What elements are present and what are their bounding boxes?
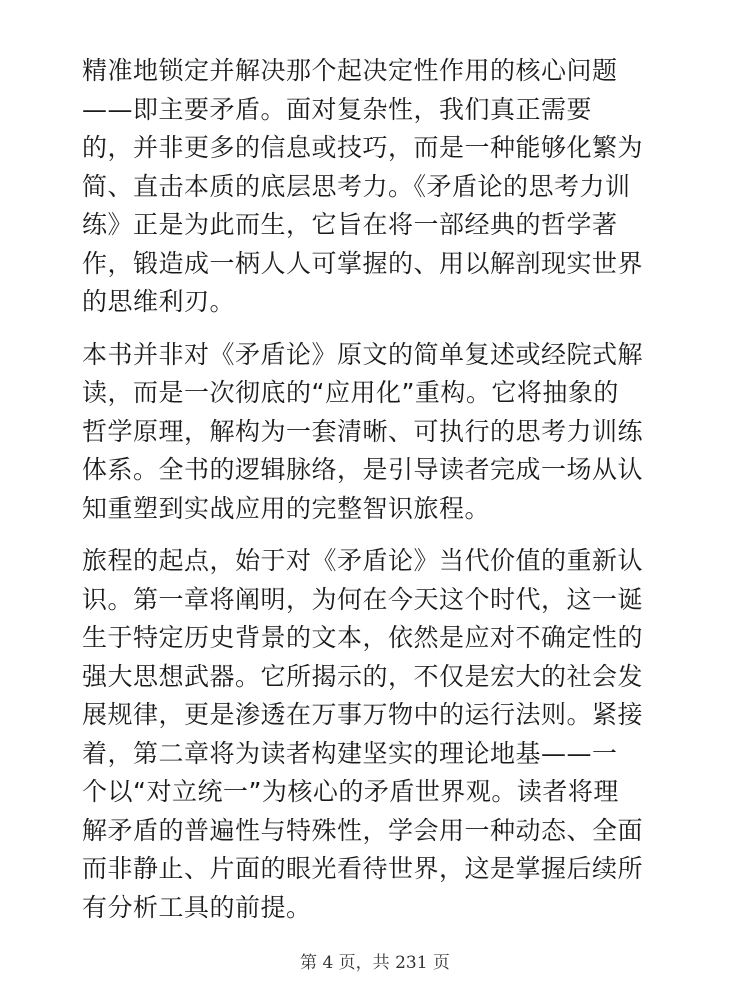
paragraph-3: 旅程的起点，始于对《矛盾论》当代价值的重新认 识。第一章将阐明，为何在今天这个时代，这一诞 生于特定历史背景的文本，依然是应对不确定性的 强大思想武器。它所揭示的，不仅是宏大的社会发 展规律，更是渗透在万事万物中的运行法则。紧接 着，第二章将为读者构建坚实的理论地基——一 个以“对立统一”为核心的矛盾世界观。读者将理 解矛盾的普遍性与特殊性，学会用一种动态、全面 而非静止、片面的眼光看待世界，这是掌握后续所 有分析工具的前提。 <box>82 546 644 922</box>
paragraph-1: 精准地锁定并解决那个起决定性作用的核心问题 ——即主要矛盾。面对复杂性，我们真正需要 的，并非更多的信息或技巧，而是一种能够化繁为 简、直击本质的底层思考力。《矛盾论的思考力训 练》正是为此而生，它旨在将一部经典的哲学著 作，锻造成一柄人人可掌握的、用以解剖现实世界 的思维利刃。 <box>82 56 644 316</box>
paragraph-2: 本书并非对《矛盾论》原文的简单复述或经院式解 读，而是一次彻底的“应用化”重构。它将抽象的 哲学原理，解构为一套清晰、可执行的思考力训练 体系。全书的逻辑脉络，是引导读者完成一场从认 知重塑到实战应用的完整智识旅程。 <box>82 339 644 523</box>
page-number: 第 4 页，共 231 页 <box>300 953 450 973</box>
body-text <box>82 52 682 927</box>
